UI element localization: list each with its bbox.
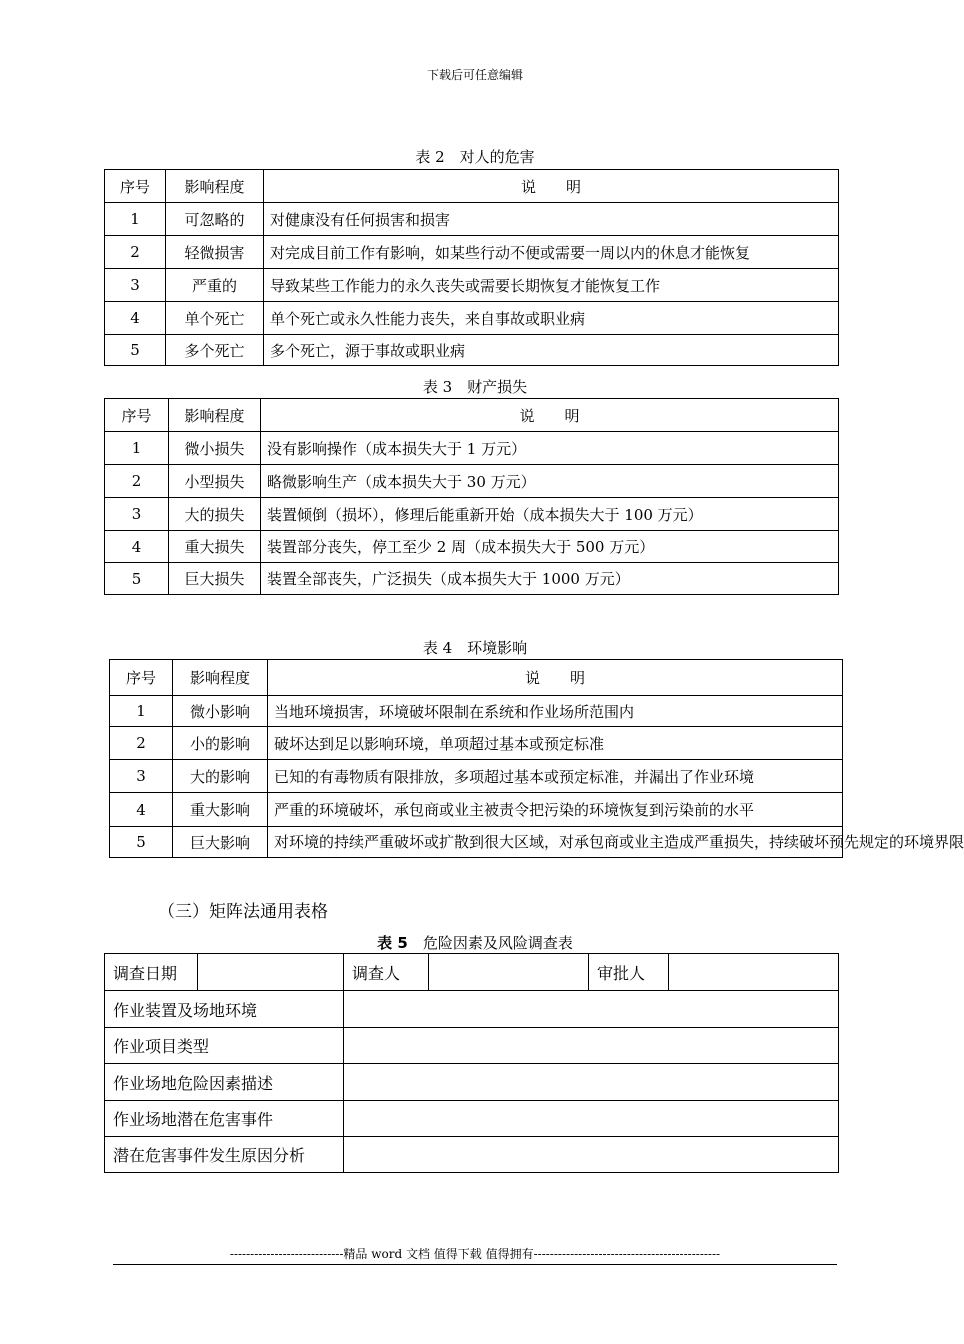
table-cell: 对完成目前工作有影响，如某些行动不便或需要一周以内的休息才能恢复 (264, 236, 839, 269)
table-row (110, 793, 843, 827)
header-cell: 序号 (105, 399, 169, 432)
table-cell: 巨大影响 (173, 827, 268, 858)
table3-caption: 表 3 财产损失 (422, 378, 528, 396)
table2-caption: 表 2 对人的危害 (415, 148, 535, 166)
page-footer: ----------------------------精品 word 文档 值得下载 值得拥有---------------------------------------------- (229, 1247, 721, 1261)
table-row (105, 991, 839, 1028)
table-cell: 小的影响 (173, 727, 268, 760)
row-label: 作业装置及场地环境 (105, 991, 344, 1028)
table-cell: 装置全部丧失，广泛损失（成本损失大于 1000 万元） (261, 563, 839, 595)
page-header: 下载后可任意编辑 (426, 68, 523, 82)
table-cell: 可忽略的 (166, 203, 264, 236)
table-cell: 装置部分丧失，停工至少 2 周（成本损失大于 500 万元） (261, 531, 839, 563)
table-row (105, 1137, 839, 1173)
table-cell: 4 (105, 302, 166, 335)
table-cell: 大的损失 (169, 498, 261, 531)
table-row (105, 269, 839, 302)
table-row (105, 563, 839, 595)
header-cell: 序号 (110, 660, 173, 696)
table-cell: 大的影响 (173, 760, 268, 793)
table-cell: 5 (105, 335, 166, 366)
row-label: 作业场地潜在危害事件 (105, 1101, 344, 1137)
table-cell: 单个死亡或永久性能力丧失，来自事故或职业病 (264, 302, 839, 335)
table-row (110, 827, 843, 858)
table5-caption-number: 表 5 (377, 934, 408, 952)
table-row (105, 1101, 839, 1137)
table-cell: 对环境的持续严重破坏或扩散到很大区域，对承包商或业主造成严重损失，持续破坏预先规定的环境界限 (268, 827, 843, 858)
row-value-field[interactable] (344, 991, 839, 1028)
table2-harm-to-people (104, 169, 839, 366)
table-row (105, 236, 839, 269)
header-cell: 影响程度 (173, 660, 268, 696)
table-cell: 略微影响生产（成本损失大于 30 万元） (261, 465, 839, 498)
header-cell: 影响程度 (166, 170, 264, 203)
table-header-row (105, 399, 839, 432)
row-value-field[interactable] (344, 1101, 839, 1137)
table-cell: 1 (105, 432, 169, 465)
section-title: （三）矩阵法通用表格 (158, 902, 328, 922)
row-label: 潜在危害事件发生原因分析 (105, 1137, 344, 1173)
table-row (110, 696, 843, 727)
table-row (105, 1028, 839, 1064)
surveyor-field[interactable] (429, 954, 589, 991)
table-cell: 2 (105, 465, 169, 498)
table-header-row (105, 170, 839, 203)
row-value-field[interactable] (344, 1064, 839, 1101)
header-cell: 序号 (105, 170, 166, 203)
table-cell: 小型损失 (169, 465, 261, 498)
approver-field[interactable] (669, 954, 839, 991)
table-cell: 破坏达到足以影响环境，单项超过基本或预定标准 (268, 727, 843, 760)
table-cell: 已知的有毒物质有限排放，多项超过基本或预定标准，并漏出了作业环境 (268, 760, 843, 793)
survey-date-field[interactable] (198, 954, 344, 991)
table-row (105, 465, 839, 498)
table-cell: 4 (110, 793, 173, 827)
row-value-field[interactable] (344, 1028, 839, 1064)
table5-hazard-survey (104, 953, 839, 1173)
table-row (105, 432, 839, 465)
table-row (105, 954, 839, 991)
table-cell: 2 (110, 727, 173, 760)
table-cell: 1 (110, 696, 173, 727)
table-row (105, 1064, 839, 1101)
table-row (105, 335, 839, 366)
table-row (105, 498, 839, 531)
table4-caption: 表 4 环境影响 (422, 639, 528, 657)
surveyor-label: 调查人 (344, 954, 429, 991)
header-cell: 说 明 (264, 170, 839, 203)
table-cell: 对健康没有任何损害和损害 (264, 203, 839, 236)
table-cell: 没有影响操作（成本损失大于 1 万元） (261, 432, 839, 465)
approver-label: 审批人 (589, 954, 669, 991)
row-value-field[interactable] (344, 1137, 839, 1173)
table-cell: 装置倾倒（损坏），修理后能重新开始（成本损失大于 100 万元） (261, 498, 839, 531)
table-cell: 3 (105, 269, 166, 302)
table-cell: 严重的 (166, 269, 264, 302)
table-header-row (110, 660, 843, 696)
table-cell: 5 (110, 827, 173, 858)
table-cell: 当地环境损害，环境破坏限制在系统和作业场所范围内 (268, 696, 843, 727)
survey-date-label: 调查日期 (105, 954, 198, 991)
table-row (105, 302, 839, 335)
table-row (105, 203, 839, 236)
table-cell: 重大损失 (169, 531, 261, 563)
table-cell: 多个死亡 (166, 335, 264, 366)
table-cell: 1 (105, 203, 166, 236)
header-cell: 说 明 (261, 399, 839, 432)
table-cell: 轻微损害 (166, 236, 264, 269)
row-label: 作业项目类型 (105, 1028, 344, 1064)
table-cell: 微小影响 (173, 696, 268, 727)
table-cell: 3 (110, 760, 173, 793)
table-cell: 重大影响 (173, 793, 268, 827)
table-cell: 微小损失 (169, 432, 261, 465)
table3-property-loss (104, 398, 839, 595)
table-cell: 导致某些工作能力的永久丧失或需要长期恢复才能恢复工作 (264, 269, 839, 302)
table-cell: 巨大损失 (169, 563, 261, 595)
table-row (105, 531, 839, 563)
table-cell: 多个死亡，源于事故或职业病 (264, 335, 839, 366)
header-cell: 影响程度 (169, 399, 261, 432)
table5-caption (0, 932, 950, 953)
table4-environmental-impact (109, 659, 964, 858)
table-cell: 5 (105, 563, 169, 595)
table-cell: 单个死亡 (166, 302, 264, 335)
footer-rule (113, 1264, 837, 1265)
table5-caption-title: 危险因素及风险调查表 (407, 934, 573, 952)
table-cell: 3 (105, 498, 169, 531)
table-cell: 2 (105, 236, 166, 269)
table-row (110, 760, 843, 793)
table-cell: 严重的环境破坏，承包商或业主被责令把污染的环境恢复到污染前的水平 (268, 793, 843, 827)
table-row (110, 727, 843, 760)
row-label: 作业场地危险因素描述 (105, 1064, 344, 1101)
table-cell: 4 (105, 531, 169, 563)
header-cell: 说 明 (268, 660, 843, 696)
